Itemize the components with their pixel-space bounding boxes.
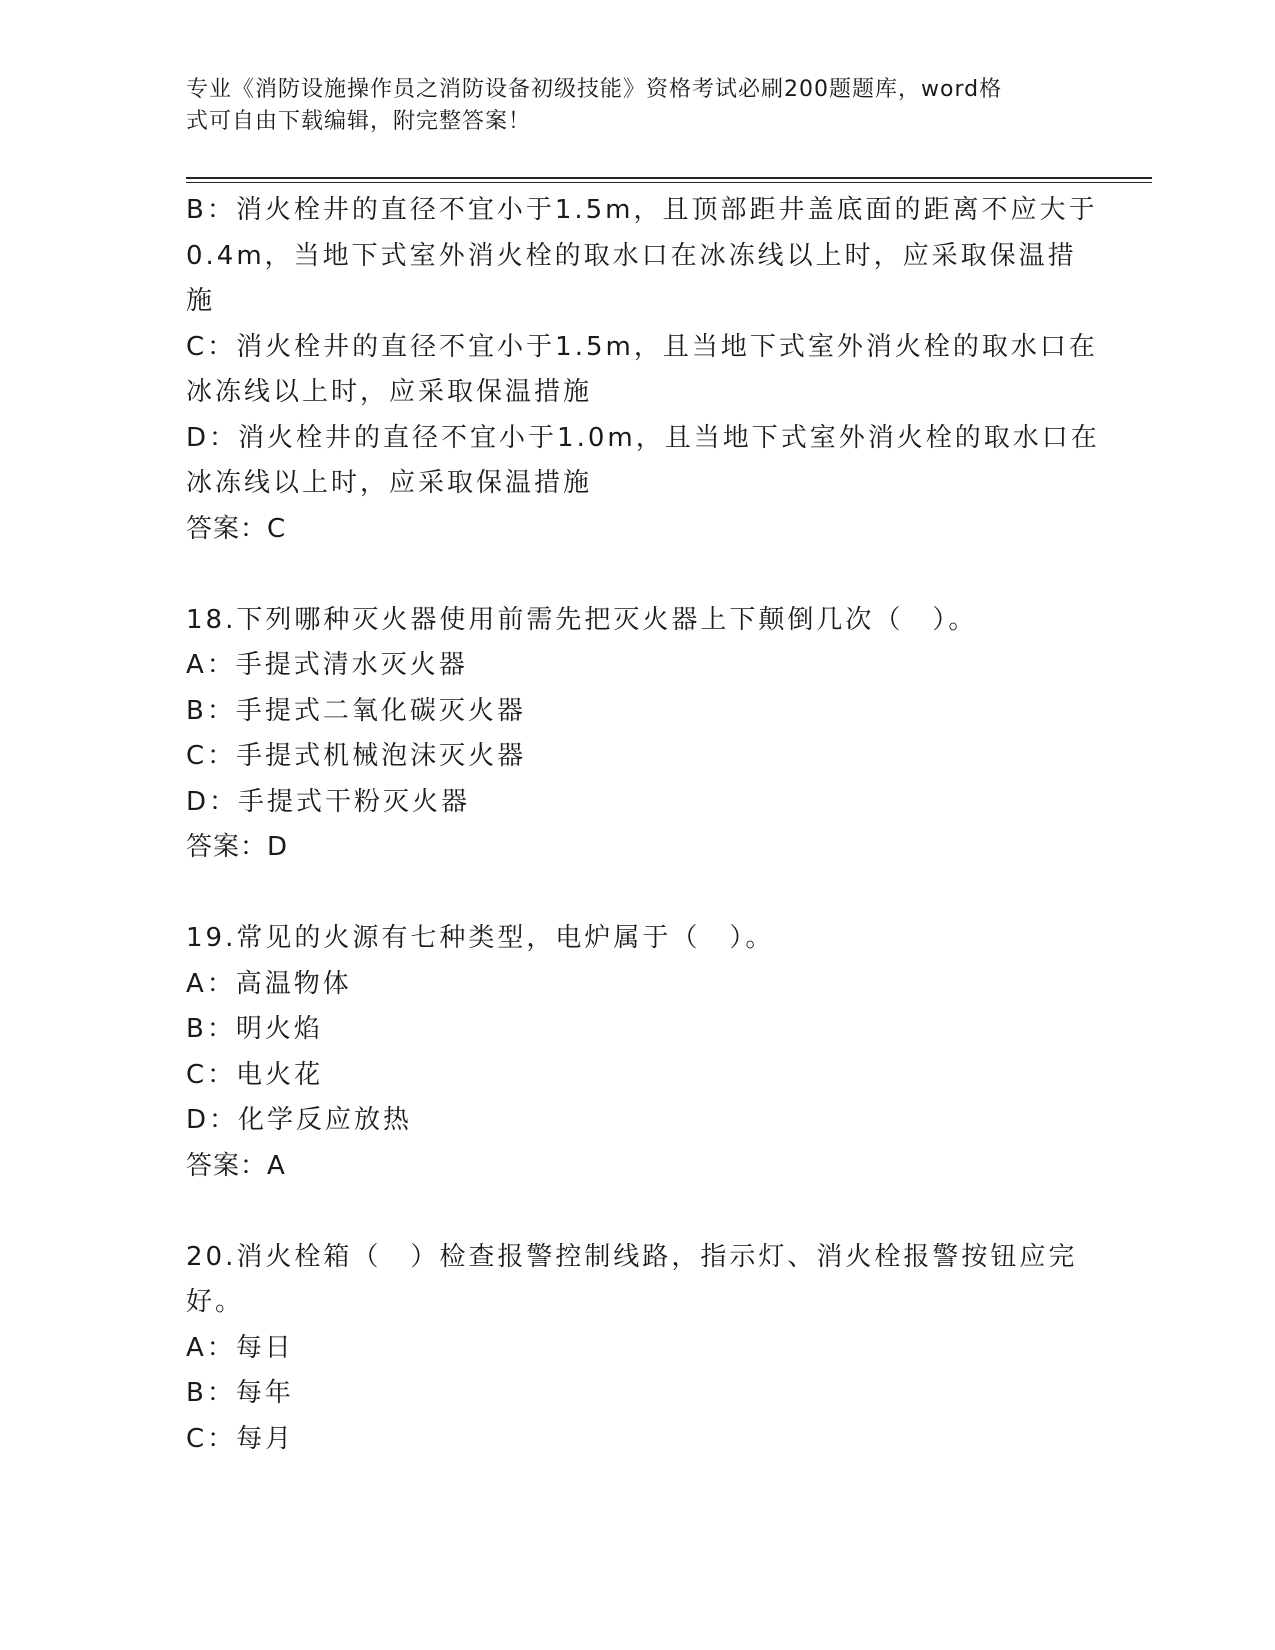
- option-d-line-1: D：消火栓井的直径不宜小于1.0m，且当地下式室外消火栓的取水口在: [186, 422, 1100, 453]
- document-header: [186, 74, 1066, 138]
- option-b: B：每年: [186, 1378, 294, 1408]
- answer-18: 答案：D: [186, 832, 289, 862]
- question-20: [186, 1235, 1086, 1463]
- option-c: C：每月: [186, 1423, 295, 1454]
- option-c-line-1: C：消火栓井的直径不宜小于1.5m，且当地下式室外消火栓的取水口在: [186, 331, 1098, 362]
- spacer: [186, 871, 1086, 917]
- question-stem: 18.下列哪种灭火器使用前需先把灭火器上下颠倒几次（ ）。: [186, 604, 978, 635]
- header-rule-thin: [186, 182, 1152, 183]
- header-rule-thick: [186, 177, 1152, 179]
- option-b-line-1: B：消火栓井的直径不宜小于1.5m，且顶部距井盖底面的距离不应大于: [186, 195, 1098, 225]
- option-a: A：高温物体: [186, 968, 352, 999]
- option-b-line-3: 施: [186, 286, 216, 316]
- option-a: A：每日: [186, 1332, 294, 1363]
- spacer: [186, 1189, 1086, 1235]
- question-stem-line-2: 好。: [186, 1287, 245, 1317]
- answer-17: 答案：C: [186, 513, 287, 544]
- option-b: B：手提式二氧化碳灭火器: [186, 695, 526, 726]
- question-18: [186, 598, 1086, 871]
- question-list: [186, 188, 1100, 1462]
- option-c: C：电火花: [186, 1059, 324, 1090]
- option-d: D：手提式干粉灭火器: [186, 786, 471, 817]
- header-line-2: 式可自由下载编辑，附完整答案！: [186, 109, 532, 134]
- option-a: A：手提式清水灭火器: [186, 650, 468, 680]
- option-c: C：手提式机械泡沫灭火器: [186, 741, 527, 771]
- question-stem: 19.常见的火源有七种类型，电炉属于（ ）。: [186, 923, 775, 953]
- question-stem-line-1: 20.消火栓箱（ ）检查报警控制线路，指示灯、消火栓报警按钮应完: [186, 1241, 1078, 1272]
- option-d: D：化学反应放热: [186, 1105, 413, 1135]
- option-d-line-2: 冰冻线以上时，应采取保温措施: [186, 468, 593, 498]
- spacer: [186, 552, 1086, 598]
- answer-19: 答案：A: [186, 1150, 286, 1181]
- question-19: [186, 916, 1086, 1189]
- question-17-options: [186, 188, 1100, 552]
- option-b: B：明火焰: [186, 1014, 323, 1044]
- header-line-1: 专业《消防设施操作员之消防设备初级技能》资格考试必刷200题题库，word格: [186, 77, 1003, 102]
- option-b-line-2: 0.4m，当地下式室外消火栓的取水口在冰冻线以上时，应采取保温措: [186, 240, 1077, 271]
- option-c-line-2: 冰冻线以上时，应采取保温措施: [186, 377, 593, 407]
